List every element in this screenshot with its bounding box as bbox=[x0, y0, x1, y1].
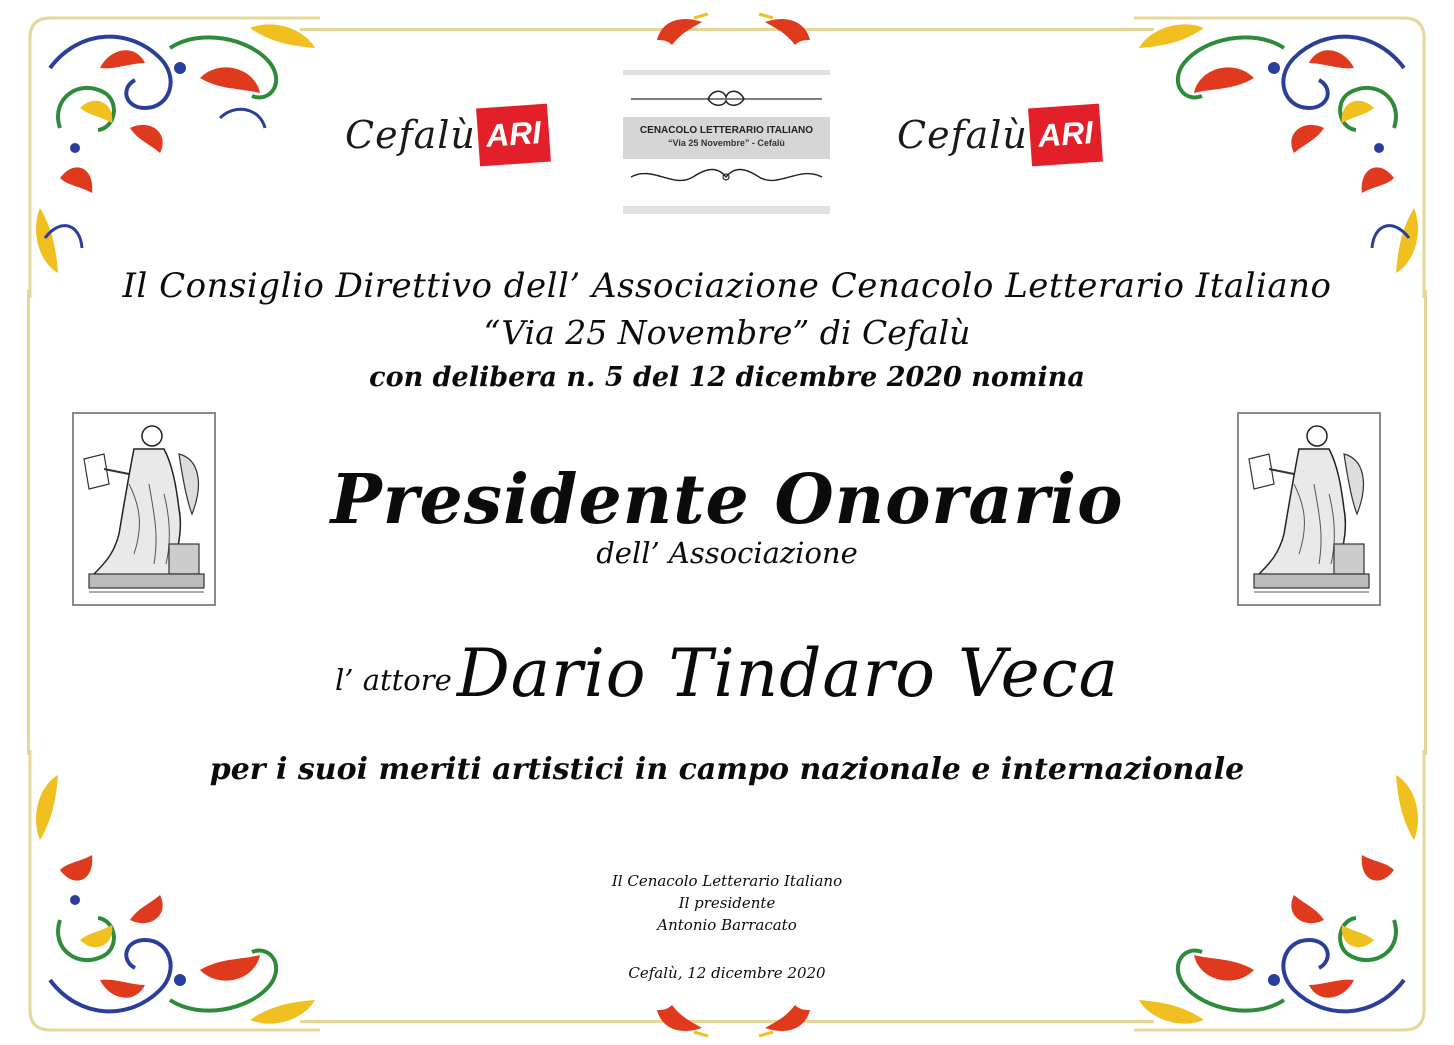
logo-ari-badge: ARI bbox=[1028, 104, 1103, 167]
logo-script-text: Cefalù bbox=[345, 113, 476, 157]
logo-ari-badge: ARI bbox=[476, 104, 551, 167]
tulip-ornament bbox=[755, 1000, 815, 1040]
recipient-prefix: l’ attore bbox=[334, 663, 452, 697]
flourish-top-icon bbox=[623, 85, 830, 113]
logo-script-text: Cefalù bbox=[897, 113, 1028, 157]
signature-name: Antonio Barracato bbox=[657, 916, 797, 934]
emblem-line-1: CENACOLO LETTERARIO ITALIANO bbox=[639, 125, 814, 136]
frame-bottom-line bbox=[300, 1020, 1154, 1023]
signature-org: Il Cenacolo Letterario Italiano bbox=[611, 872, 843, 890]
cefalu-ari-logo-left bbox=[345, 105, 549, 165]
emblem-band bbox=[623, 117, 830, 159]
recipient-name: Dario Tindaro Veca bbox=[456, 635, 1119, 712]
certificate-subtitle: dell’ Associazione bbox=[596, 536, 858, 570]
flourish-bottom-icon bbox=[623, 163, 830, 191]
council-line: Il Consiglio Direttivo dell’ Associazione Cenacolo Letterario Italiano bbox=[122, 266, 1332, 306]
resolution-line: con delibera n. 5 del 12 dicembre 2020 nomina bbox=[369, 362, 1085, 393]
tulip-ornament bbox=[652, 10, 712, 50]
address-line: “Via 25 Novembre” di Cefalù bbox=[483, 313, 971, 352]
tulip-ornament bbox=[652, 1000, 712, 1040]
tulip-ornament bbox=[755, 10, 815, 50]
merit-line: per i suoi meriti artistici in campo nazionale e internazionale bbox=[209, 752, 1245, 787]
emblem-line-2: “Via 25 Novembre” - Cefalù bbox=[668, 138, 785, 148]
floral-corner-ornament bbox=[20, 8, 340, 308]
floral-corner-ornament bbox=[1114, 8, 1434, 308]
cenacolo-emblem bbox=[623, 70, 830, 214]
signature-date: Cefalù, 12 dicembre 2020 bbox=[628, 964, 826, 982]
certificate-title: Presidente Onorario bbox=[330, 460, 1124, 540]
recipient-line bbox=[0, 635, 1454, 712]
frame-top-line bbox=[300, 28, 1154, 31]
signature-role: Il presidente bbox=[678, 894, 776, 912]
cefalu-ari-logo-right bbox=[897, 105, 1101, 165]
